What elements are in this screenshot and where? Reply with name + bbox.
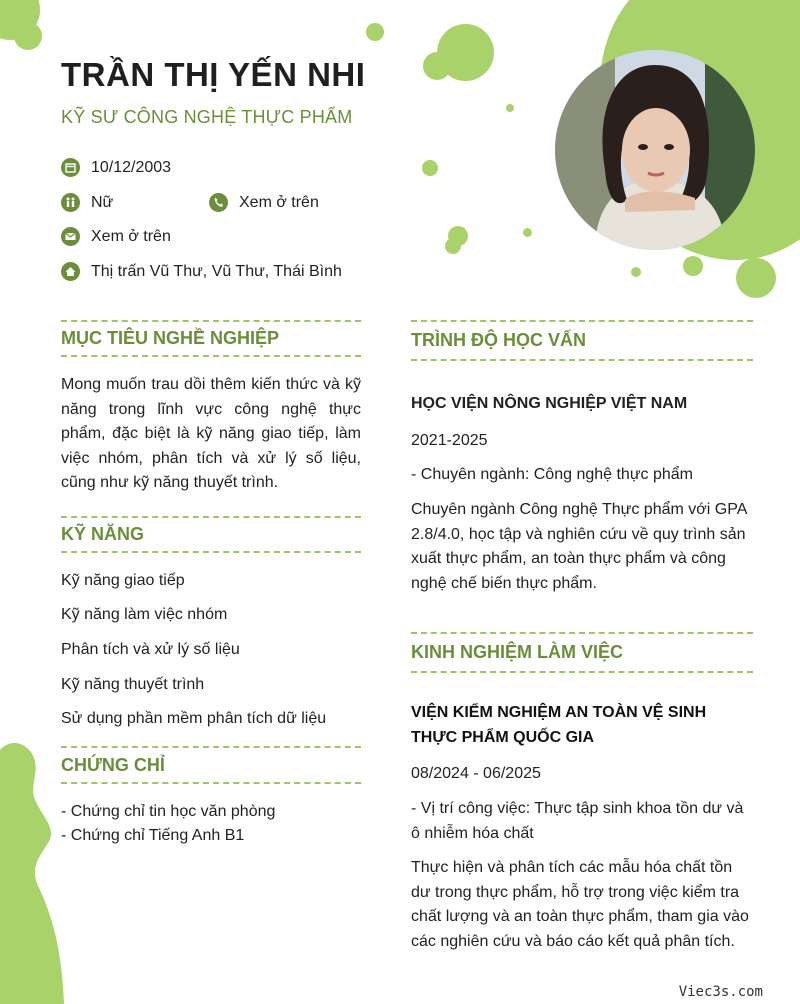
decor-blob xyxy=(423,52,451,80)
decor-blob xyxy=(366,23,384,41)
decor-blob xyxy=(506,104,514,112)
skill-item: Kỹ năng giao tiếp xyxy=(61,572,185,589)
objective-heading: MỤC TIÊU NGHỀ NGHIỆP xyxy=(61,320,361,357)
calendar-icon xyxy=(61,158,80,177)
skills-heading: KỸ NĂNG xyxy=(61,516,361,553)
education-period: 2021-2025 xyxy=(411,432,488,449)
watermark: Viec3s.com xyxy=(678,984,763,1000)
contact-phone xyxy=(209,193,319,212)
avatar xyxy=(555,50,755,250)
decor-blob xyxy=(683,256,703,276)
contact-address xyxy=(61,262,342,281)
education-heading: TRÌNH ĐỘ HỌC VẤN xyxy=(411,320,753,361)
certificate-item: - Chứng chỉ Tiếng Anh B1 xyxy=(61,827,245,844)
email-icon xyxy=(61,227,80,246)
decor-blob xyxy=(422,160,438,176)
contact-email xyxy=(61,227,171,246)
experience-position: - Vị trí công việc: Thực tập sinh khoa tồn dư và ô nhiễm hóa chất xyxy=(411,800,744,842)
job-title: KỸ SƯ CÔNG NGHỆ THỰC PHẨM xyxy=(61,107,353,127)
decor-blob xyxy=(445,238,461,254)
birthday-text: 10/12/2003 xyxy=(91,158,172,176)
candidate-name: TRẦN THỊ YẾN NHI xyxy=(61,56,366,93)
skill-item: Kỹ năng làm việc nhóm xyxy=(61,606,228,623)
company-name: VIỆN KIỂM NGHIỆM AN TOÀN VỆ SINH THỰC PHẨM QUỐC GIA xyxy=(411,704,707,746)
decor-blob xyxy=(523,228,532,237)
skill-item: Sử dụng phần mềm phân tích dữ liệu xyxy=(61,710,327,727)
decor-wave xyxy=(0,740,70,1004)
certificate-item: - Chứng chỉ tin học văn phòng xyxy=(61,803,276,820)
home-icon xyxy=(61,262,80,281)
address-text: Thị trấn Vũ Thư, Vũ Thư, Thái Bình xyxy=(91,262,342,280)
skill-item: Phân tích và xử lý số liệu xyxy=(61,641,240,658)
experience-description: Thực hiện và phân tích các mẫu hóa chất tồn dư trong thực phẩm, hỗ trợ trong việc kiểm tra chất lượng và an toàn thực phẩm, tham gia vào các nghiên cứu và báo cáo kết quả phân tích. xyxy=(411,859,749,950)
experience-period: 08/2024 - 06/2025 xyxy=(411,765,541,782)
education-description: Chuyên ngành Công nghệ Thực phẩm với GPA 2.8/4.0, học tập và nghiên cứu về quy trình sản xuất thực phẩm, an toàn thực phẩm và công nghệ chế biến thực phẩm. xyxy=(411,501,747,592)
decor-blob xyxy=(736,258,776,298)
decor-blob xyxy=(631,267,641,277)
objective-text: Mong muốn trau dồi thêm kiến thức và kỹ năng trong lĩnh vực công nghệ thực phẩm, đặc biệt là kỹ năng giao tiếp, làm việc nhóm, phân tích và xử lý số liệu, cũng như kỹ năng thuyết trình. xyxy=(61,376,361,491)
school-name: HỌC VIỆN NÔNG NGHIỆP VIỆT NAM xyxy=(411,395,688,412)
contact-birthday xyxy=(61,158,171,177)
phone-text: Xem ở trên xyxy=(239,193,319,211)
skill-item: Kỹ năng thuyết trình xyxy=(61,676,205,693)
phone-icon xyxy=(209,193,228,212)
contact-gender xyxy=(61,193,113,212)
gender-icon xyxy=(61,193,80,212)
email-text: Xem ở trên xyxy=(91,227,171,245)
gender-text: Nữ xyxy=(91,193,114,211)
certificates-heading: CHỨNG CHỈ xyxy=(61,746,361,784)
education-major: - Chuyên ngành: Công nghệ thực phẩm xyxy=(411,466,694,483)
decor-blob xyxy=(14,22,42,50)
experience-heading: KINH NGHIỆM LÀM VIỆC xyxy=(411,632,753,673)
